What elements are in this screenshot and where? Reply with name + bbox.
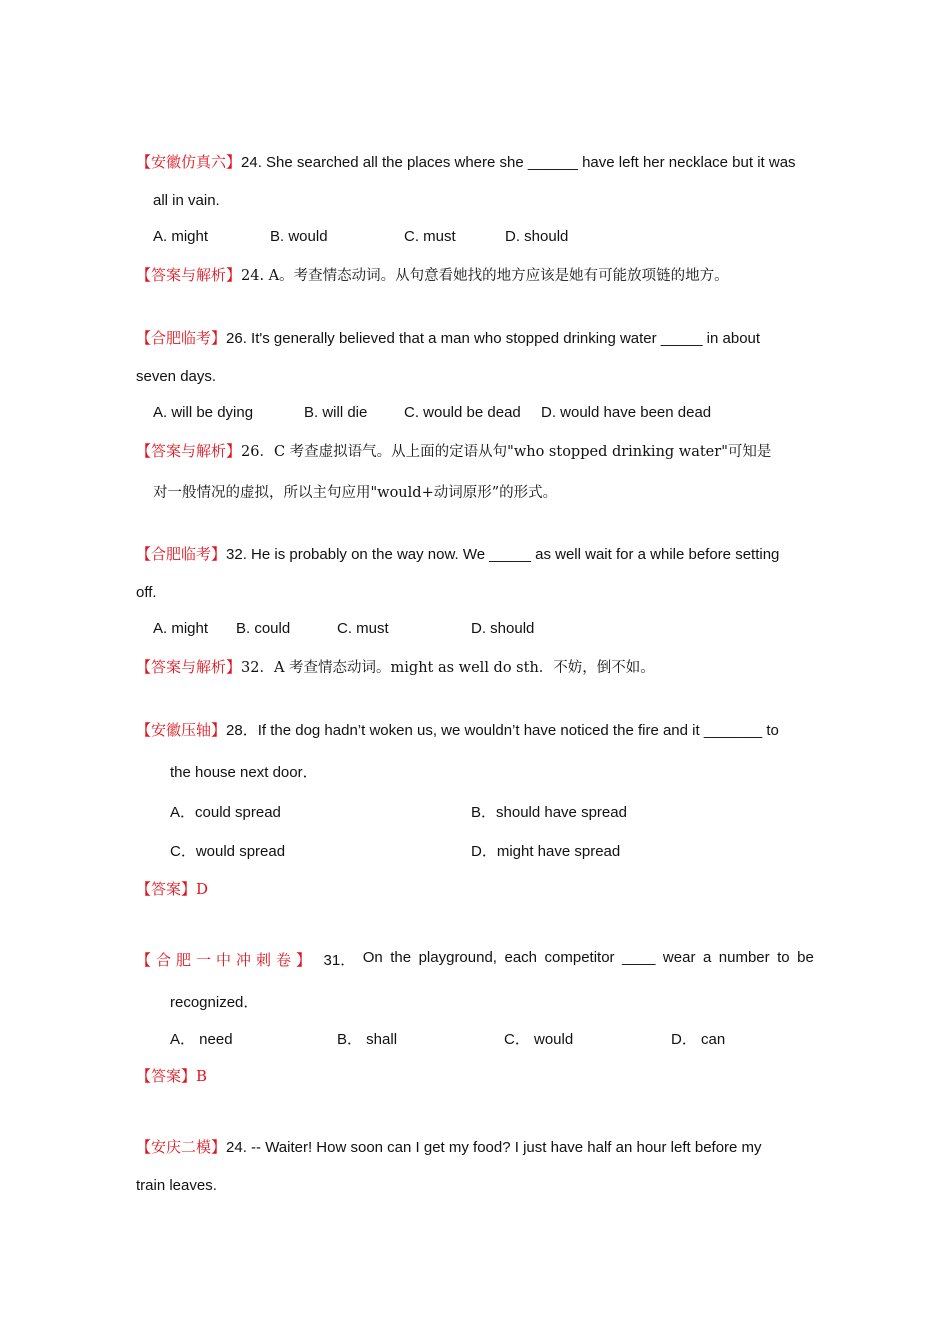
option-c: C. would be dead [404,404,521,421]
question-text: 24. -- Waiter! How soon can I get my food? I just have half an hour left before my [226,1139,762,1156]
answer-explanation [136,264,729,285]
option-b: B. could [236,620,291,637]
answer-line [136,1065,207,1086]
answer-text-continued: 对一般情况的虚拟，所以主句应用"would+动词原形”的形式。 [153,485,558,501]
word: each [504,949,538,966]
answer-label: 【答案与解析】 [136,266,242,284]
option-a: A. will be dying [153,404,254,421]
source-tag: 【安徽仿真六】 [136,153,242,171]
question-text-continued: seven days. [136,368,217,385]
option-b: B. would [270,228,328,245]
word: a [702,949,712,966]
option-d: D. should [505,228,569,245]
question-text-continued: the house next door． [170,764,318,781]
option-c: C．would spread [170,843,286,860]
source-tag: 【合肥临考】 [136,329,227,347]
option-d: D. would have been dead [541,404,712,421]
question-26-stem [136,327,760,348]
answer-value: B [196,1067,208,1085]
word: On [362,949,383,966]
option-a: A. might [153,228,209,245]
option-a: A． need [170,1031,233,1048]
question-31-stem [136,949,814,970]
question-text-continued: all in vain. [153,192,220,209]
word: number [718,949,770,966]
answer-label: 【答案与解析】 [136,442,242,460]
answer-value: D [196,880,209,898]
answer-label: 【答案与解析】 [136,658,242,676]
answer-line [136,878,208,899]
word: 31． [323,952,356,969]
word: competitor [544,949,615,966]
word: wear [662,949,696,966]
option-a: A. might [153,620,209,637]
option-c: C. must [337,620,389,637]
question-text: 28．If the dog hadn’t woken us, we wouldn’t have noticed the fire and it _______ to [226,722,779,739]
blank: ____ [622,949,656,966]
option-a: A．could spread [170,804,281,821]
question-32-stem [136,543,779,564]
source-tag: 【安庆二模】 [136,1138,227,1156]
answer-label: 【答案】 [136,880,197,898]
question-text: 32. He is probably on the way now. We _____ as well wait for a while before setting [226,546,780,563]
answer-label: 【答案】 [136,1067,197,1085]
question-text: 24. She searched all the places where she ______ have left her necklace but it was [241,154,796,171]
source-tag: 【合肥临考】 [136,545,227,563]
option-b: B． shall [337,1031,398,1048]
answer-text: 24. A。考查情态动词。从句意看她找的地方应该是她有可能放项链的地方。 [241,268,729,284]
option-d: D．might have spread [471,843,621,860]
source-tag: 【安徽压轴】 [136,721,227,739]
word: the [390,949,412,966]
option-c: C． would [504,1031,574,1048]
question-24-anqing-stem [136,1136,762,1157]
option-c: C. must [404,228,456,245]
answer-text: 26．C 考查虚拟语气。从上面的定语从句"who stopped drinking water"可知是 [241,444,772,460]
word: be [797,949,814,966]
question-text-continued: recognized． [170,994,259,1011]
question-28-stem [136,719,779,740]
word: playground, [418,949,497,966]
source-tag: 【合肥一中冲刺卷】 [136,951,317,969]
answer-text: 32．A 考查情态动词。might as well do sth．不妨，倒不如。 [241,660,655,676]
question-text-continued: train leaves. [136,1177,217,1194]
option-d: D. should [471,620,535,637]
word: to [777,949,790,966]
option-b: B. will die [304,404,368,421]
answer-explanation [136,656,655,677]
question-24-stem [136,151,796,172]
question-text-continued: off. [136,584,157,601]
option-d: D． can [671,1031,726,1048]
option-b: B．should have spread [471,804,627,821]
answer-explanation [136,440,771,461]
question-text: 26. It's generally believed that a man who stopped drinking water _____ in about [226,330,761,347]
